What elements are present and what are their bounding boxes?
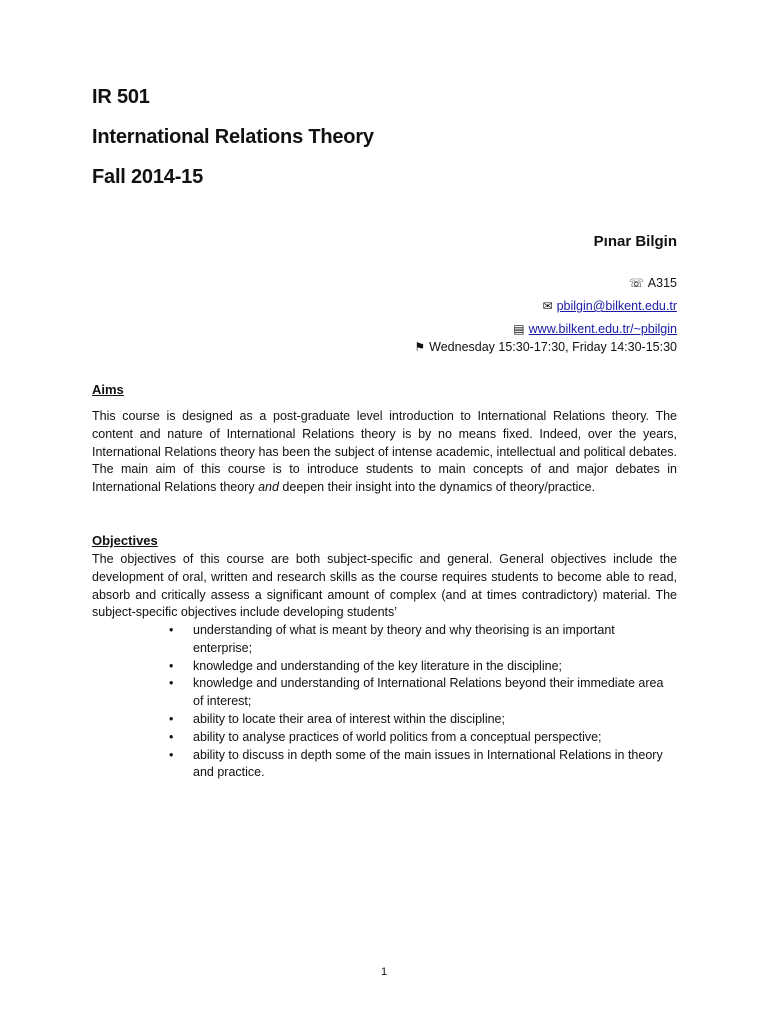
email-icon: ✉ — [542, 299, 553, 313]
list-item — [165, 658, 677, 676]
aims-emphasis: and — [258, 480, 279, 495]
objectives-heading: Objectives — [92, 533, 158, 548]
bullet: • — [169, 711, 174, 726]
list-item-text: knowledge and understanding of the key literature in the discipline; — [193, 658, 562, 673]
list-item — [165, 622, 677, 658]
aims-paragraph — [92, 408, 677, 497]
bullet: • — [169, 747, 174, 762]
website-link[interactable]: www.bilkent.edu.tr/~pbilgin — [528, 322, 677, 336]
office-hours-text: Wednesday 15:30-17:30, Friday 14:30-15:30 — [429, 340, 677, 354]
bullet: • — [169, 676, 174, 691]
aims-text-start: This course is designed as a post-graduate level introduction to International Relations theory. The content and nature of International Relations theory is by no means fixed. Indeed, over the years, International Relations theory has been the subject of intense academic, intellectual and political debates. The main aim of this course is to introduce students to main concepts of and major debates in International Relations theory — [92, 409, 677, 495]
email-link[interactable]: pbilgin@bilkent.edu.tr — [556, 299, 677, 313]
course-title: International Relations Theory — [92, 126, 374, 148]
list-item — [165, 711, 677, 729]
bullet: • — [169, 729, 174, 744]
page-number: 1 — [380, 966, 388, 978]
contact-room — [629, 275, 677, 291]
list-item — [165, 747, 677, 783]
computer-icon: ▤ — [513, 322, 525, 336]
list-item-text: ability to analyse practices of world politics from a conceptual perspective; — [193, 729, 602, 744]
list-item-text: ability to locate their area of interest within the discipline; — [193, 711, 505, 726]
room-text: A315 — [647, 276, 677, 290]
objectives-list — [165, 622, 677, 782]
list-item-text: understanding of what is meant by theory and why theorising is an important enterprise; — [193, 623, 615, 655]
contact-email — [543, 298, 677, 314]
course-code: IR 501 — [92, 86, 150, 108]
contact-website — [513, 321, 677, 337]
bullet: • — [169, 623, 174, 637]
speaker-icon: ⚑ — [414, 340, 426, 354]
aims-heading: Aims — [92, 382, 124, 397]
phone-icon: ☏ — [628, 276, 644, 290]
aims-text-end: deepen their insight into the dynamics of theory/practice. — [278, 480, 596, 495]
list-item — [165, 729, 677, 747]
list-item-text: knowledge and understanding of International Relations beyond their immediate area of interest; — [193, 676, 664, 709]
objectives-intro: The objectives of this course are both subject-specific and general. General objectives include the development of oral, written and research skills as the course requires students to become able to read, absorb and critically assess a significant amount of complex (and at times contradictory) material. The subject-specific objectives include developing students’ — [92, 552, 677, 620]
contact-office-hours — [414, 339, 677, 355]
title-block — [92, 86, 374, 206]
term: Fall 2014-15 — [92, 166, 204, 188]
list-item — [165, 675, 677, 711]
bullet: • — [169, 658, 174, 673]
list-item-text: ability to discuss in depth some of the main issues in International Relations in theory and practice. — [193, 747, 663, 780]
instructor-name: Pınar Bilgin — [593, 233, 677, 250]
